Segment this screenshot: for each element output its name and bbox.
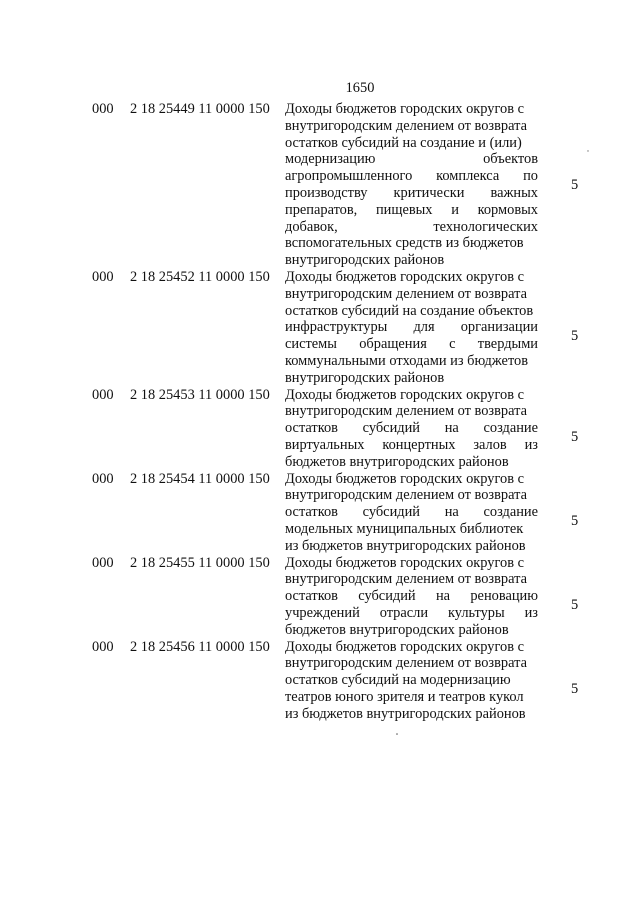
description-line: Доходы бюджетов городских округов с xyxy=(285,386,524,403)
description-line: внутригородских районов xyxy=(285,252,445,269)
description-line: внутригородским делением от возврата xyxy=(285,117,527,134)
description-line: бюджетов внутригородских районов xyxy=(285,453,509,470)
norm-value: 5 xyxy=(571,680,579,697)
norm-value: 5 xyxy=(571,327,579,344)
description-line: остатков субсидий на создание объектов xyxy=(285,302,534,319)
admin-code: 000 xyxy=(92,269,114,285)
description-line: бюджетов внутригородских районов xyxy=(285,621,509,638)
description-line: остатков субсидий на создание xyxy=(285,420,538,437)
admin-code: 000 xyxy=(92,386,114,403)
kbk-code: 2 18 25452 11 0000 150 xyxy=(130,269,270,285)
description-line: остатков субсидий на создание и (или) xyxy=(285,134,522,151)
description-line: коммунальными отходами из бюджетов xyxy=(285,352,529,369)
description-line: остатков субсидий на реновацию xyxy=(285,588,538,605)
page-number: 1650 xyxy=(345,80,375,96)
description-line: внутригородским делением от возврата xyxy=(285,403,527,420)
description-line: театров юного зрителя и театров кукол xyxy=(285,688,524,705)
description-line: из бюджетов внутригородских районов xyxy=(285,537,526,554)
admin-code: 000 xyxy=(92,638,114,655)
kbk-code: 2 18 25454 11 0000 150 xyxy=(130,470,270,487)
description-line: учреждений отрасли культуры из xyxy=(285,604,538,621)
description-line: внутригородских районов xyxy=(285,369,445,386)
description-line: внутригородским делением от возврата xyxy=(285,571,527,588)
description-line: инфраструктуры для организации xyxy=(285,319,538,336)
kbk-code: 2 18 25456 11 0000 150 xyxy=(130,638,270,655)
description-line: Доходы бюджетов городских округов с xyxy=(285,638,524,655)
kbk-code: 2 18 25455 11 0000 150 xyxy=(130,554,270,571)
norm-value: 5 xyxy=(571,512,579,529)
norm-value: 5 xyxy=(571,596,579,613)
description-line: Доходы бюджетов городских округов с xyxy=(285,554,524,571)
norm-value: 5 xyxy=(571,428,579,445)
description-line: вспомогательных средств из бюджетов xyxy=(285,235,524,252)
description-line: остатков субсидий на модернизацию xyxy=(285,672,511,689)
kbk-code: 2 18 25453 11 0000 150 xyxy=(130,386,270,403)
description-line: системы обращения с твердыми xyxy=(285,336,538,353)
description-line: препаратов, пищевых и кормовых xyxy=(285,201,538,218)
description-line: Доходы бюджетов городских округов с xyxy=(285,269,524,285)
description-line: остатков субсидий на создание xyxy=(285,504,538,521)
description-line: агропромышленного комплекса по xyxy=(285,168,538,185)
description-line: внутригородским делением от возврата xyxy=(285,655,527,672)
description-line: внутригородским делением от возврата xyxy=(285,285,527,302)
description-line: из бюджетов внутригородских районов xyxy=(285,705,526,722)
description-line: Доходы бюджетов городских округов с xyxy=(285,470,524,487)
description-line: виртуальных концертных залов из xyxy=(285,436,538,453)
admin-code: 000 xyxy=(92,470,114,487)
admin-code: 000 xyxy=(92,101,114,117)
description-line: модернизацию объектов xyxy=(285,151,538,168)
description-line: производству критически важных xyxy=(285,184,538,201)
description-line: Доходы бюджетов городских округов с xyxy=(285,101,524,117)
admin-code: 000 xyxy=(92,554,114,571)
description-line: внутригородским делением от возврата xyxy=(285,487,527,504)
norm-value: 5 xyxy=(571,176,579,193)
description-line: добавок, технологических xyxy=(285,218,538,235)
kbk-code: 2 18 25449 11 0000 150 xyxy=(130,101,270,117)
description-line: модельных муниципальных библиотек xyxy=(285,520,524,537)
